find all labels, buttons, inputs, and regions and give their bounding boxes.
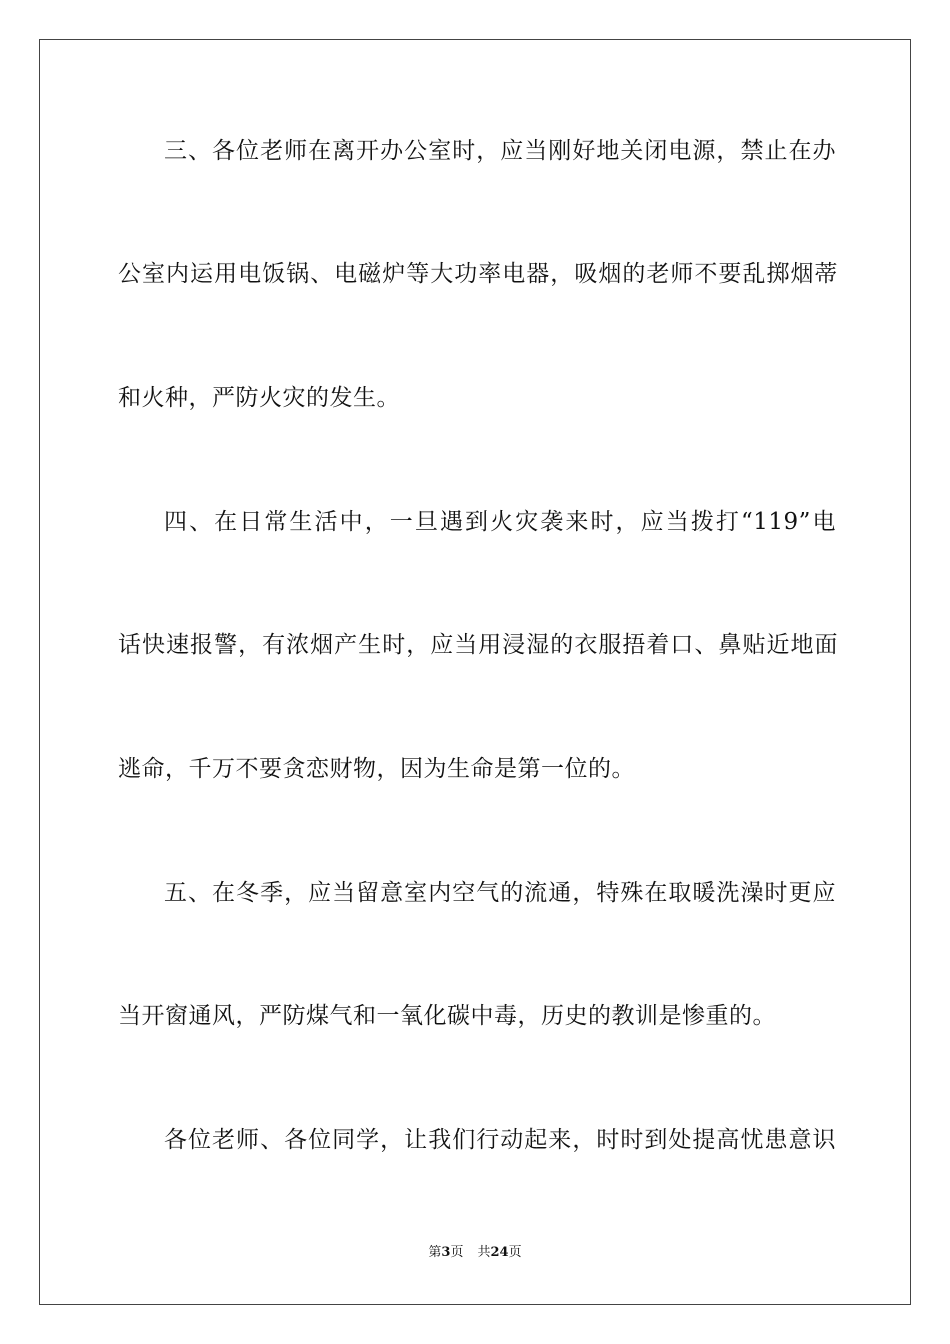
paragraph-5-line-1: 五、在冬季，应当留意室内空气的流通，特殊在取暖洗澡时更应 xyxy=(164,880,836,906)
paragraph-3-line-1: 三、各位老师在离开办公室时，应当刚好地关闭电源，禁止在办 xyxy=(164,138,836,164)
paragraph-6-line-1: 各位老师、各位同学，让我们行动起来，时时到处提高忧患意识 xyxy=(164,1127,836,1153)
page-number: 3 xyxy=(441,1245,451,1260)
total-prefix: 共 xyxy=(477,1245,491,1260)
paragraph-3-line-2: 公室内运用电饭锅、电磁炉等大功率电器，吸烟的老师不要乱掷烟蒂 xyxy=(118,261,838,287)
page-footer xyxy=(0,1244,950,1262)
paragraph-4-line-1: 四、在日常生活中，一旦遇到火灾袭来时，应当拨打“119”电 xyxy=(164,509,836,535)
page-prefix: 第 xyxy=(428,1245,442,1260)
paragraph-4-line-2: 话快速报警，有浓烟产生时，应当用浸湿的衣服捂着口、鼻贴近地面 xyxy=(118,632,838,658)
page-suffix: 页 xyxy=(450,1245,464,1260)
page-border xyxy=(39,39,911,1305)
paragraph-5-line-2: 当开窗通风，严防煤气和一氧化碳中毒，历史的教训是惨重的。 xyxy=(118,1003,776,1029)
paragraph-4-line-3: 逃命，千万不要贪恋财物，因为生命是第一位的。 xyxy=(118,756,635,782)
total-suffix: 页 xyxy=(508,1245,522,1260)
paragraph-3-line-3: 和火种，严防火灾的发生。 xyxy=(118,385,400,411)
total-pages: 24 xyxy=(490,1245,509,1260)
